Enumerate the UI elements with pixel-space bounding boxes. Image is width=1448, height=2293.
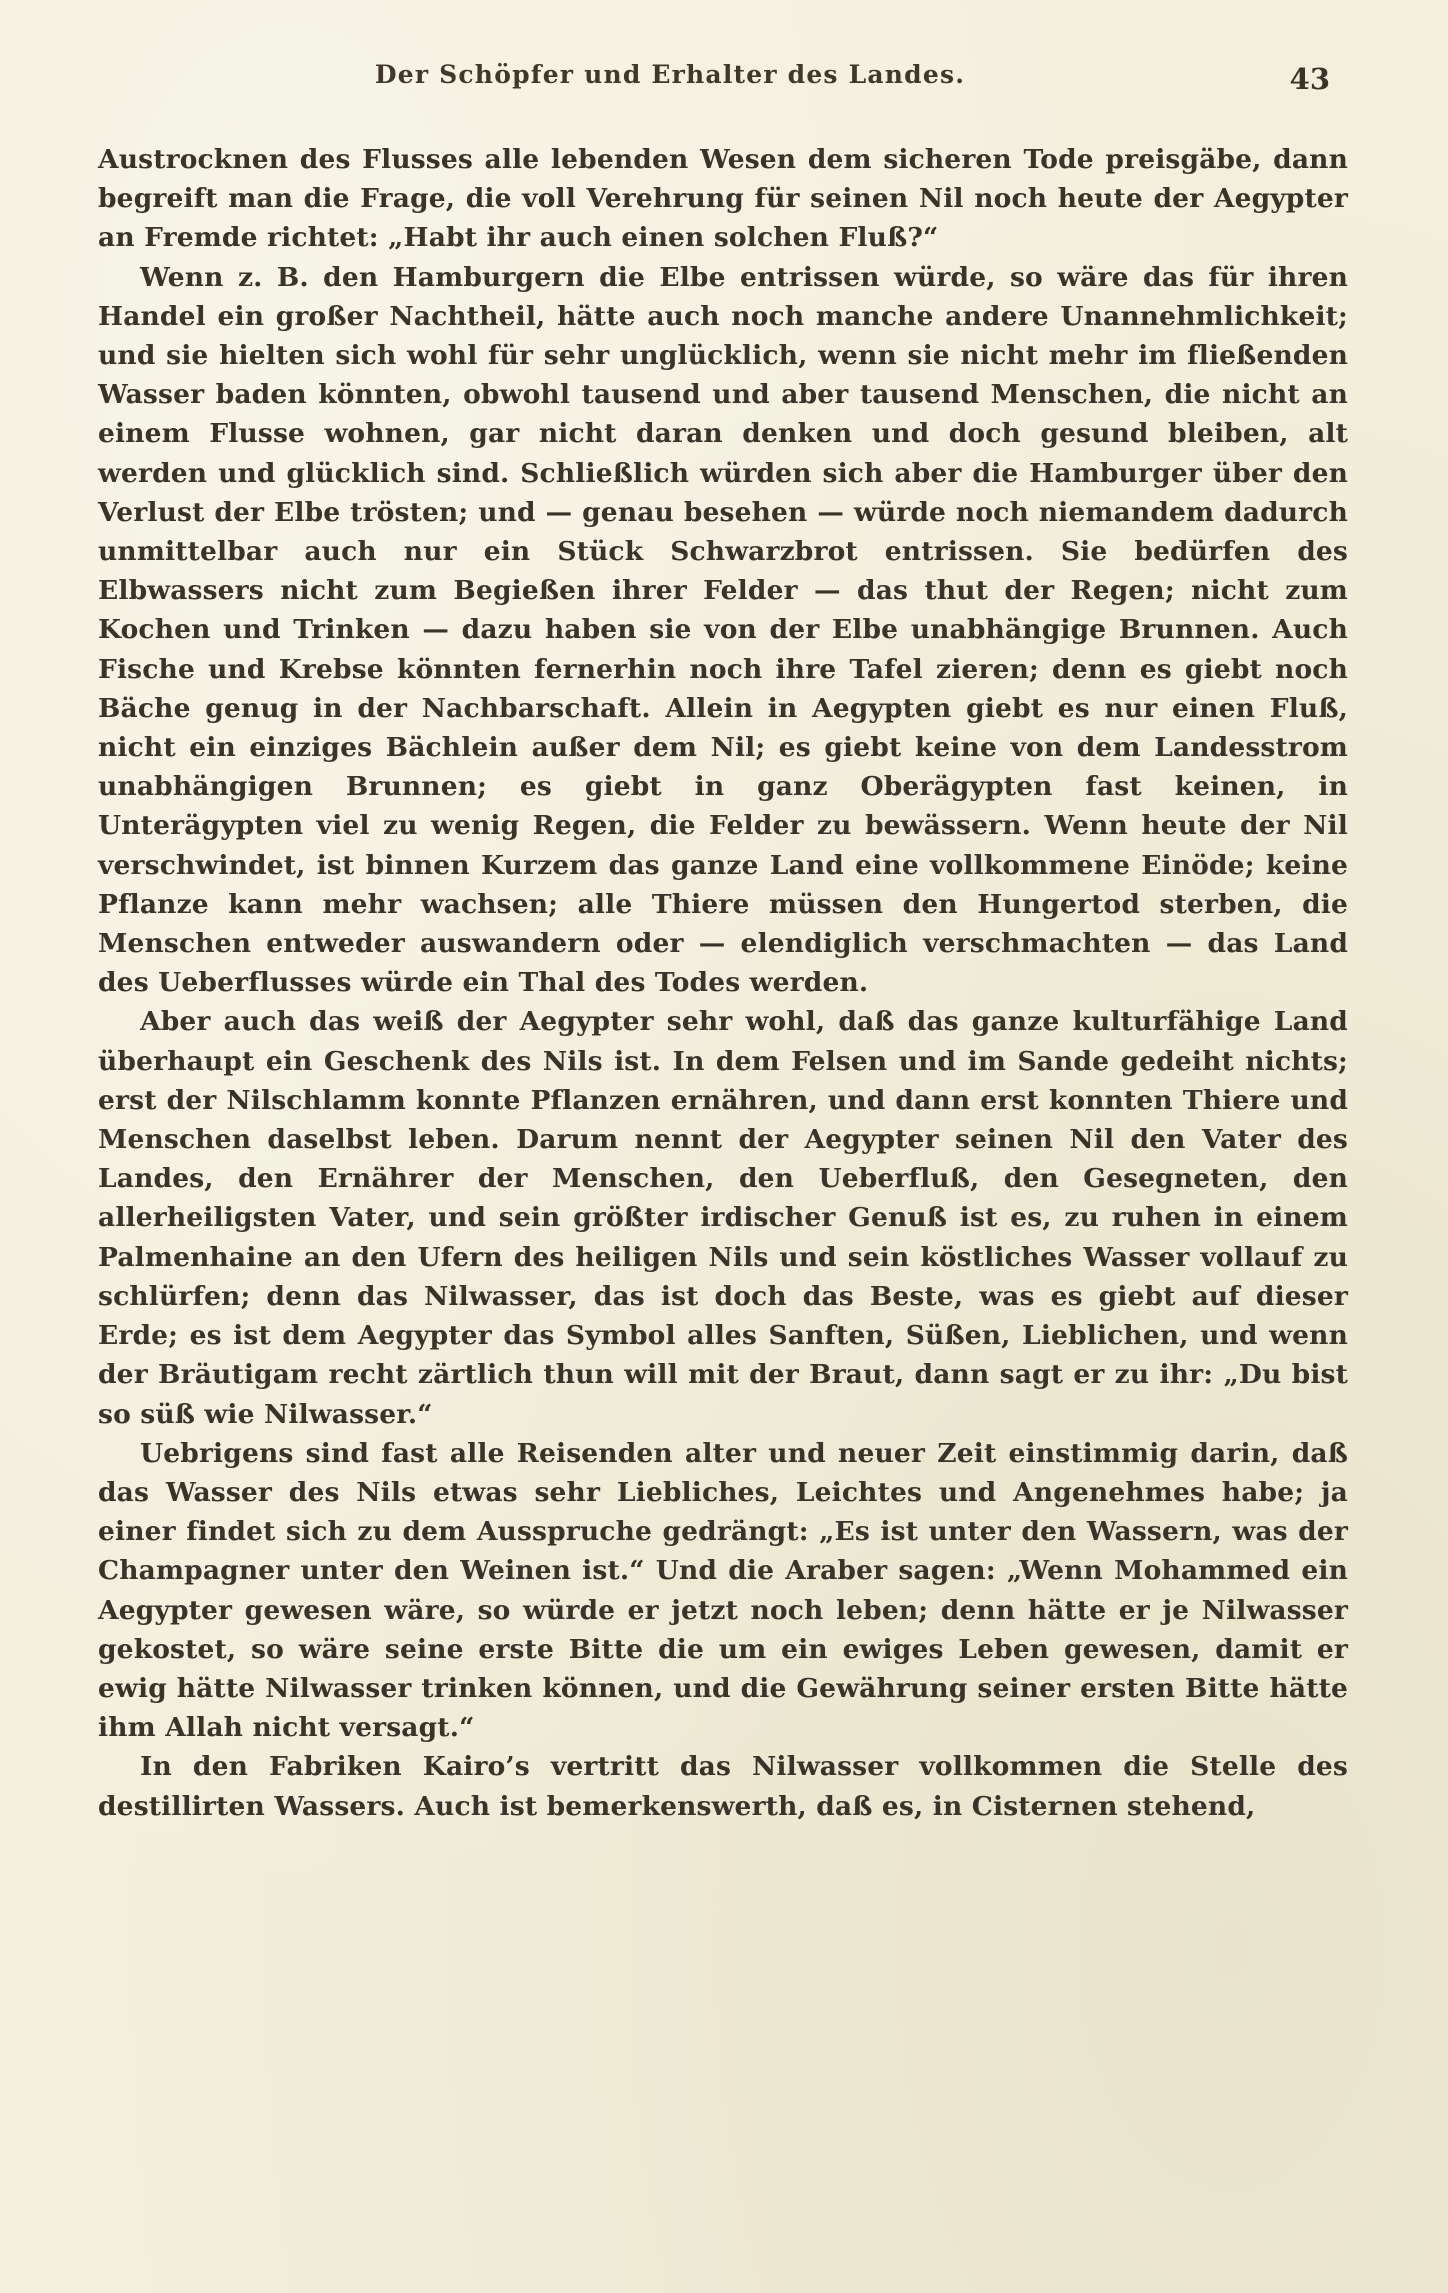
page-header [120, 60, 1330, 106]
paragraph: Aber auch das weiß der Aegypter sehr wohl, daß das ganze kulturfähige Land überhaupt ein Geschenk des Nils ist. In dem Felsen und im Sande gedeiht nichts; erst der Nilschlamm konnte Pflanzen ernähren, und dann erst konnten Thiere und Menschen daselbst leben. Darum nennt der Aegypter seinen Nil den Vater des Landes, den Ernährer der Menschen, den Ueberfluß, den Gesegneten, den allerheiligsten Vater, und sein größter irdischer Genuß ist es, zu ruhen in einem Palmenhaine an den Ufern des heiligen Nils und sein köstliches Wasser vollauf zu schlürfen; denn das Nilwasser, das ist doch das Beste, was es giebt auf dieser Erde; es ist dem Aegypter das Symbol alles Sanften, Süßen, Lieblichen, und wenn der Bräutigam recht zärtlich thun will mit der Braut, dann sagt er zu ihr: „Du bist so süß wie Nilwasser.“ [98, 1006, 1348, 1430]
running-title: Der Schöpfer und Erhalter des Landes. [374, 60, 966, 89]
paragraph: Wenn z. B. den Hamburgern die Elbe entrissen würde, so wäre das für ihren Handel ein großer Nachtheil, hätte auch noch manche andere Unannehmlichkeit; und sie hielten sich wohl für sehr unglücklich, wenn sie nicht mehr im fließenden Wasser baden könnten, obwohl tausend und aber tausend Menschen, die nicht an einem Flusse wohnen, gar nicht daran denken und doch gesund bleiben, alt werden und glücklich sind. Schließlich würden sich aber die Hamburger über den Verlust der Elbe trösten; und — genau besehen — würde noch niemandem dadurch unmittelbar auch nur ein Stück Schwarzbrot entrissen. Sie bedürfen des Elbwassers nicht zum Begießen ihrer Felder — das thut der Regen; nicht zum Kochen und Trinken — dazu haben sie von der Elbe unabhängige Brunnen. Auch Fische und Krebse könnten fernerhin noch ihre Tafel zieren; denn es giebt noch Bäche genug in der Nachbarschaft. Allein in Aegypten giebt es nur einen Fluß, nicht ein einziges Bächlein außer dem Nil; es giebt keine von dem Landesstrom unabhängigen Brunnen; es giebt in ganz Oberägypten fast keinen, in Unterägypten viel zu wenig Regen, die Felder zu bewässern. Wenn heute der Nil verschwindet, ist binnen Kurzem das ganze Land eine vollkommene Einöde; keine Pflanze kann mehr wachsen; alle Thiere müssen den Hungertod sterben, die Menschen entweder auswandern oder — elendiglich verschmachten — das Land des Ueberflusses würde ein Thal des Todes werden. [98, 261, 1348, 999]
paragraph: In den Fabriken Kairo’s vertritt das Nilwasser vollkommen die Stelle des destillirten Wassers. Auch ist bemerkenswerth, daß es, in Cisternen stehend, [98, 1751, 1348, 1822]
body-text [98, 140, 1348, 1826]
page-number: 43 [1289, 62, 1330, 96]
paragraph: Austrocknen des Flusses alle lebenden Wesen dem sicheren Tode preisgäbe, dann begreift man die Frage, die voll Verehrung für seinen Nil noch heute der Aegypter an Fremde richtet: „Habt ihr auch einen solchen Fluß?“ [98, 144, 1348, 254]
paragraph: Uebrigens sind fast alle Reisenden alter und neuer Zeit einstimmig darin, daß das Wasser des Nils etwas sehr Liebliches, Leichtes und Angenehmes habe; ja einer findet sich zu dem Ausspruche gedrängt: „Es ist unter den Wassern, was der Champagner unter den Weinen ist.“ Und die Araber sagen: „Wenn Mohammed ein Aegypter gewesen wäre, so würde er jetzt noch leben; denn hätte er je Nilwasser gekostet, so wäre seine erste Bitte die um ein ewiges Leben gewesen, damit er ewig hätte Nilwasser trinken können, und die Gewährung seiner ersten Bitte hätte ihm Allah nicht versagt.“ [98, 1437, 1348, 1744]
